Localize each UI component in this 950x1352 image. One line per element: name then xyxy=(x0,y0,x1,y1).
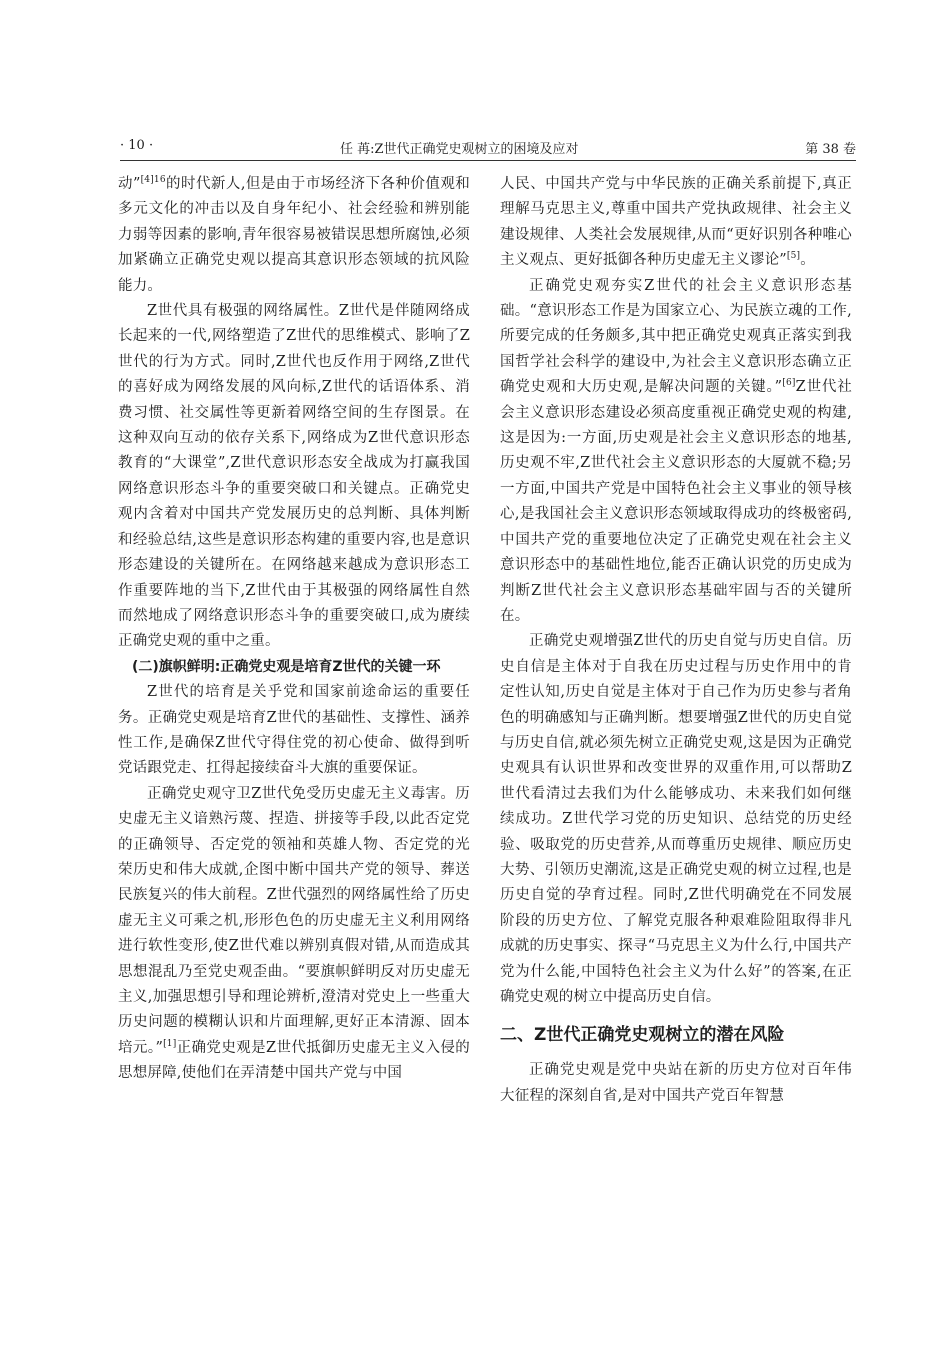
paragraph-text: Z世代社会主义意识形态建设必须高度重视正确党史观的构建,这是因为:一方面,历史观是社会主义意识形态的地基,历史观不牢,Z世代社会主义意识形态的大厦就不稳;另一方面,中国共产党是中国特色社会主义事业的领导核心,是我国社会主义意识形态领域取得成功的终极密码,中国共产党的重要地位决定了正确党史观在社会主义意识形态中的基础性地位,能否正确认识党的历史成为判断Z世代社会主义意识形态基础牢固与否的关键所在。 xyxy=(500,379,852,624)
citation-ref: [5] xyxy=(786,251,801,262)
right-column xyxy=(500,172,852,1322)
paragraph-text: 人民、中国共产党与中华民族的正确关系前提下,真正理解马克思主义,尊重中国共产党执政规律、社会主义建设规律、人类社会发展规律,从而“更好识别各种唯心主义观点、更好抵御各种历史虚无主义谬论” xyxy=(500,176,852,269)
paragraph: Z世代的培育是关乎党和国家前途命运的重要任务。正确党史观是培育Z世代的基础性、支撑性、涵养性工作,是确保Z世代守得住党的初心使命、做得到听党话跟党走、扛得起接续奋斗大旗的重要保证。 xyxy=(118,684,470,777)
left-column xyxy=(118,172,470,1322)
chapter-heading: 二、Z世代正确党史观树立的潜在风险 xyxy=(500,1025,785,1046)
section-heading: (二)旗帜鲜明:正确党史观是培育Z世代的关键一环 xyxy=(132,658,441,675)
paragraph-text: 。 xyxy=(800,252,815,269)
paragraph: 正确党史观是党中央站在新的历史方位对百年伟大征程的深刻自省,是对中国共产党百年智慧 xyxy=(500,1062,852,1104)
running-title: 任 苒:Z世代正确党史观树立的困境及应对 xyxy=(340,142,579,157)
paragraph xyxy=(500,274,852,630)
paragraph-text: 正确党史观守卫Z世代免受历史虚无主义毒害。历史虚无主义谙熟污蔑、捏造、拼接等手段,以此否定党的正确领导、否定党的领袖和英雄人物、否定党的光荣历史和伟大成就,企图中断中国共产党的领导、葬送民族复兴的伟大前程。Z世代强烈的网络属性给了历史虚无主义可乘之机,形形色色的历史虚无主义利用网络进行软性变形,使Z世代难以辨别真假对错,从而造成其思想混乱乃至党史观歪曲。“要旗帜鲜明反对历史虚无主义,加强思想引导和理论辨析,澄清对党史上一些重大历史问题的模糊认识和片面理解,更好正本清源、固本培元。” xyxy=(118,785,470,1056)
citation-ref: [6] xyxy=(782,378,796,389)
paragraph-text: 正确党史观是Z世代抵御历史虚无主义入侵的思想屏障,使他们在弄清楚中国共产党与中国 xyxy=(118,1039,470,1082)
citation-ref: [1] xyxy=(163,1038,177,1049)
page-number: · 10 · xyxy=(120,138,154,153)
paragraph: Z世代具有极强的网络属性。Z世代是伴随网络成长起来的一代,网络塑造了Z世代的思维模式、影响了Z世代的行为方式。同时,Z世代也反作用于网络,Z世代的喜好成为网络发展的风向标,Z世代的话语体系、消费习惯、社交属性等更新着网络空间的生存图景。在这种双向互动的依存关系下,网络成为Z世代意识形态教育的“大课堂”,Z世代意识形态安全战成为打赢我国网络意识形态斗争的重要突破口和关键点。正确党史观内含着对中国共产党发展历史的总判断、具体判断和经验总结,这些是意识形态构建的重要内容,也是意识形态建设的关键所在。在网络越来越成为意识形态工作重要阵地的当下,Z世代由于其极强的网络属性自然而然地成了网络意识形态斗争的重要突破口,成为赓续正确党史观的重中之重。 xyxy=(118,303,470,650)
citation-ref: [4]16 xyxy=(140,175,166,186)
paragraph xyxy=(118,782,470,1087)
paragraph xyxy=(500,172,852,274)
paragraph: 正确党史观增强Z世代的历史自觉与历史自信。历史自信是主体对于自我在历史过程与历史作用中的肯定性认知,历史自觉是主体对于自己作为历史参与者角色的明确感知与正确判断。想要增强Z世代的历史自觉与历史自信,就必须先树立正确党史观,这是因为正确党史观具有认识世界和改变世界的双重作用,可以帮助Z世代看清过去我们为什么能够成功、未来我们如何继续成功。Z世代学习党的历史知识、总结党的历史经验、吸取党的历史营养,从而尊重历史规律、顺应历史大势、引领历史潮流,这是正确党史观的树立过程,也是历史自觉的孕育过程。同时,Z世代明确党在不同发展阶段的历史方位、了解党克服各种艰难险阻取得非凡成就的历史事实、探寻“马克思主义为什么行,中国共产党为什么能,中国特色社会主义为什么好”的答案,在正确党史观的树立中提高历史自信。 xyxy=(500,633,852,1005)
paragraph-text: 的时代新人,但是由于市场经济下各种价值观和多元文化的冲击以及自身年纪小、社会经验和辨别能力弱等因素的影响,青年很容易被错误思想所腐蚀,必须加紧确立正确党史观以提高其意识形态领域的抗风险能力。 xyxy=(118,176,470,294)
volume-label: 第 38 卷 xyxy=(805,142,856,157)
running-header xyxy=(120,132,856,161)
paragraph xyxy=(118,172,470,299)
paragraph-text: 动” xyxy=(118,176,141,192)
paragraph-text: 正确党史观夯实Z世代的社会主义意识形态基础。“意识形态工作是为国家立心、为民族立魂的工作,所要完成的任务颇多,其中把正确党史观真正落实到我国哲学社会科学的建设中,为社会主义意识形态确立正确党史观和大历史观,是解决问题的关键。” xyxy=(500,277,852,396)
